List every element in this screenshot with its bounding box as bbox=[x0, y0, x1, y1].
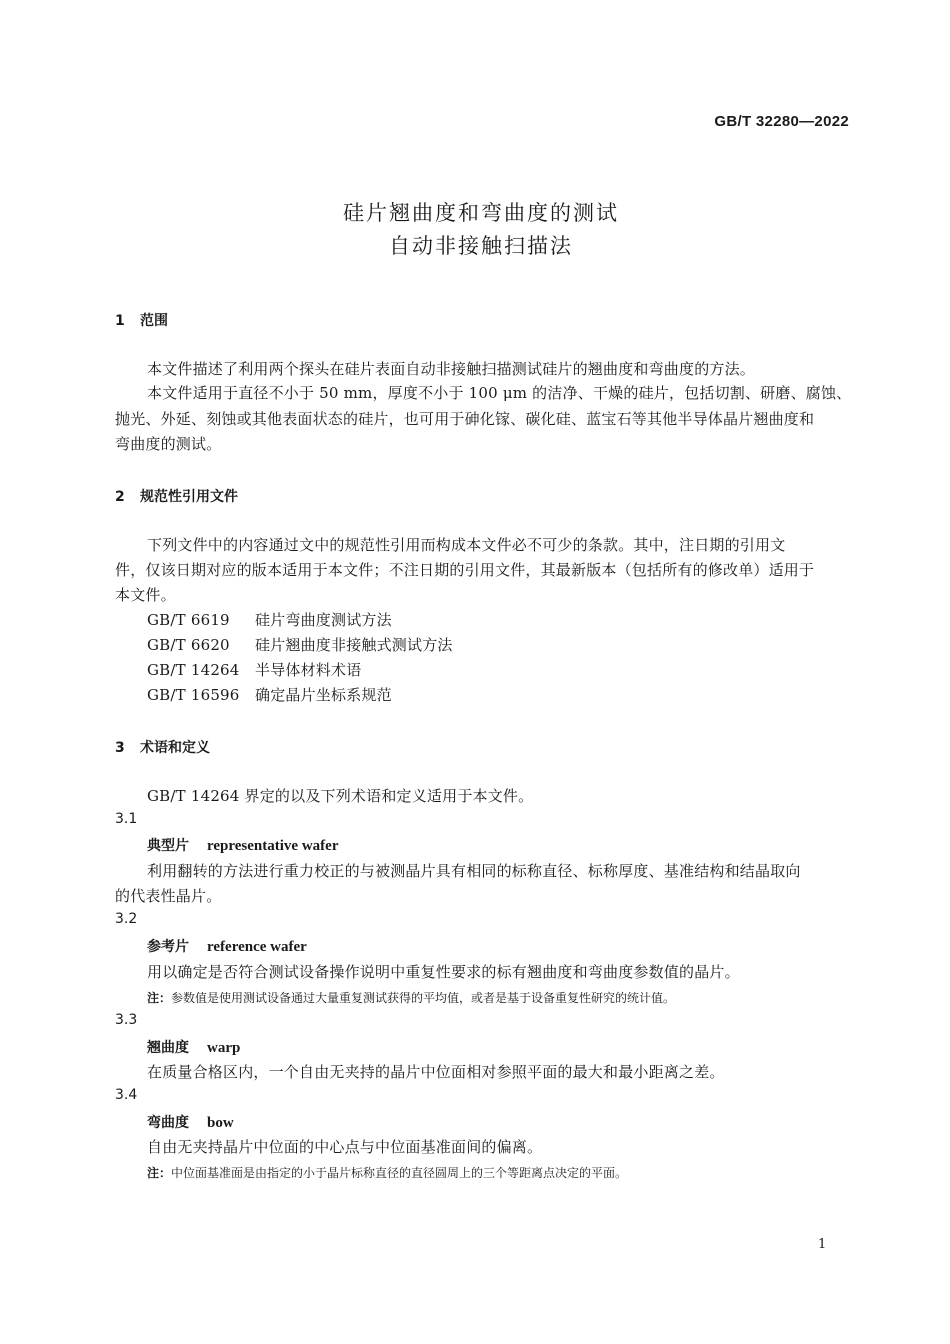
section-number: 1 bbox=[115, 313, 125, 329]
reference-code: GB/T 6619 bbox=[147, 611, 230, 629]
note-label: 注： bbox=[147, 991, 172, 1005]
reference-code: GB/T 16596 bbox=[147, 686, 240, 704]
note-text: 中位面基准面是由指定的小于晶片标称直径的直径圆周上的三个等距离点决定的平面。 bbox=[171, 1166, 628, 1180]
term-definition: 在质量合格区内，一个自由无夹持的晶片中位面相对参照平面的最大和最小距离之差。 bbox=[147, 1063, 725, 1081]
term-english: warp bbox=[207, 1040, 241, 1056]
term-english: representative wafer bbox=[207, 838, 339, 854]
reference-title: 确定晶片坐标系规范 bbox=[255, 686, 392, 704]
section-number: 2 bbox=[115, 489, 125, 505]
reference-code: GB/T 14264 bbox=[147, 661, 240, 679]
reference-item bbox=[147, 634, 453, 655]
term-english: bow bbox=[207, 1115, 234, 1131]
term-note bbox=[147, 989, 675, 1006]
term-number: 3.1 bbox=[115, 811, 138, 827]
reference-code: GB/T 6620 bbox=[147, 636, 230, 654]
term-definition: 利用翻转的方法进行重力校正的与被测晶片具有相同的标称直径、标称厚度、基准结构和结晶取向 bbox=[147, 862, 801, 880]
paragraph: GB/T 14264 界定的以及下列术语和定义适用于本文件。 bbox=[147, 787, 534, 805]
standard-number: GB/T 32280—2022 bbox=[714, 113, 849, 130]
section-title: 术语和定义 bbox=[140, 740, 210, 756]
paragraph-line: 件，仅该日期对应的版本适用于本文件；不注日期的引用文件，其最新版本（包括所有的修改单）适用于 bbox=[115, 561, 815, 579]
document-title: 硅片翘曲度和弯曲度的测试 bbox=[343, 201, 619, 225]
reference-item bbox=[147, 684, 392, 705]
paragraph: 本文件适用于直径不小于 50 mm，厚度不小于 100 μm 的洁净、干燥的硅片，包括切割、研磨、腐蚀、 bbox=[147, 384, 852, 402]
term-heading bbox=[147, 936, 307, 956]
term-number: 3.3 bbox=[115, 1012, 138, 1028]
term-heading bbox=[147, 1037, 240, 1057]
term-chinese: 弯曲度 bbox=[147, 1115, 189, 1131]
term-note bbox=[147, 1164, 627, 1181]
term-chinese: 参考片 bbox=[147, 939, 189, 955]
note-text: 参数值是使用测试设备通过大量重复测试获得的平均值，或者是基于设备重复性研究的统计值。 bbox=[171, 991, 676, 1005]
term-definition: 用以确定是否符合测试设备操作说明中重复性要求的标有翘曲度和弯曲度参数值的晶片。 bbox=[147, 963, 740, 981]
note-label: 注： bbox=[147, 1166, 172, 1180]
paragraph-line: 弯曲度的测试。 bbox=[115, 435, 222, 453]
paragraph-line: 抛光、外延、刻蚀或其他表面状态的硅片，也可用于砷化镓、碳化硅、蓝宝石等其他半导体晶片翘曲度和 bbox=[115, 410, 815, 428]
term-definition-line: 的代表性晶片。 bbox=[115, 887, 222, 905]
term-chinese: 翘曲度 bbox=[147, 1040, 189, 1056]
term-number: 3.2 bbox=[115, 911, 138, 927]
section-title: 范围 bbox=[140, 313, 168, 329]
term-heading bbox=[147, 835, 338, 855]
paragraph: 下列文件中的内容通过文中的规范性引用而构成本文件必不可少的条款。其中，注日期的引用文 bbox=[147, 536, 786, 554]
reference-title: 硅片翘曲度非接触式测试方法 bbox=[255, 636, 453, 654]
section-1-heading bbox=[115, 310, 168, 330]
term-definition: 自由无夹持晶片中位面的中心点与中位面基准面间的偏离。 bbox=[147, 1138, 543, 1156]
document-subtitle: 自动非接触扫描法 bbox=[389, 234, 573, 258]
term-heading bbox=[147, 1112, 234, 1132]
paragraph-line: 本文件。 bbox=[115, 586, 176, 604]
paragraph: 本文件描述了利用两个探头在硅片表面自动非接触扫描测试硅片的翘曲度和弯曲度的方法。 bbox=[147, 360, 756, 378]
term-english: reference wafer bbox=[207, 939, 307, 955]
reference-title: 半导体材料术语 bbox=[255, 661, 362, 679]
section-2-heading bbox=[115, 486, 238, 506]
reference-title: 硅片弯曲度测试方法 bbox=[255, 611, 392, 629]
term-number: 3.4 bbox=[115, 1087, 138, 1103]
reference-item bbox=[147, 609, 392, 630]
page-number: 1 bbox=[818, 1237, 827, 1252]
section-number: 3 bbox=[115, 740, 125, 756]
section-3-heading bbox=[115, 737, 210, 757]
term-chinese: 典型片 bbox=[147, 838, 189, 854]
section-title: 规范性引用文件 bbox=[140, 489, 238, 505]
reference-item bbox=[147, 659, 361, 680]
